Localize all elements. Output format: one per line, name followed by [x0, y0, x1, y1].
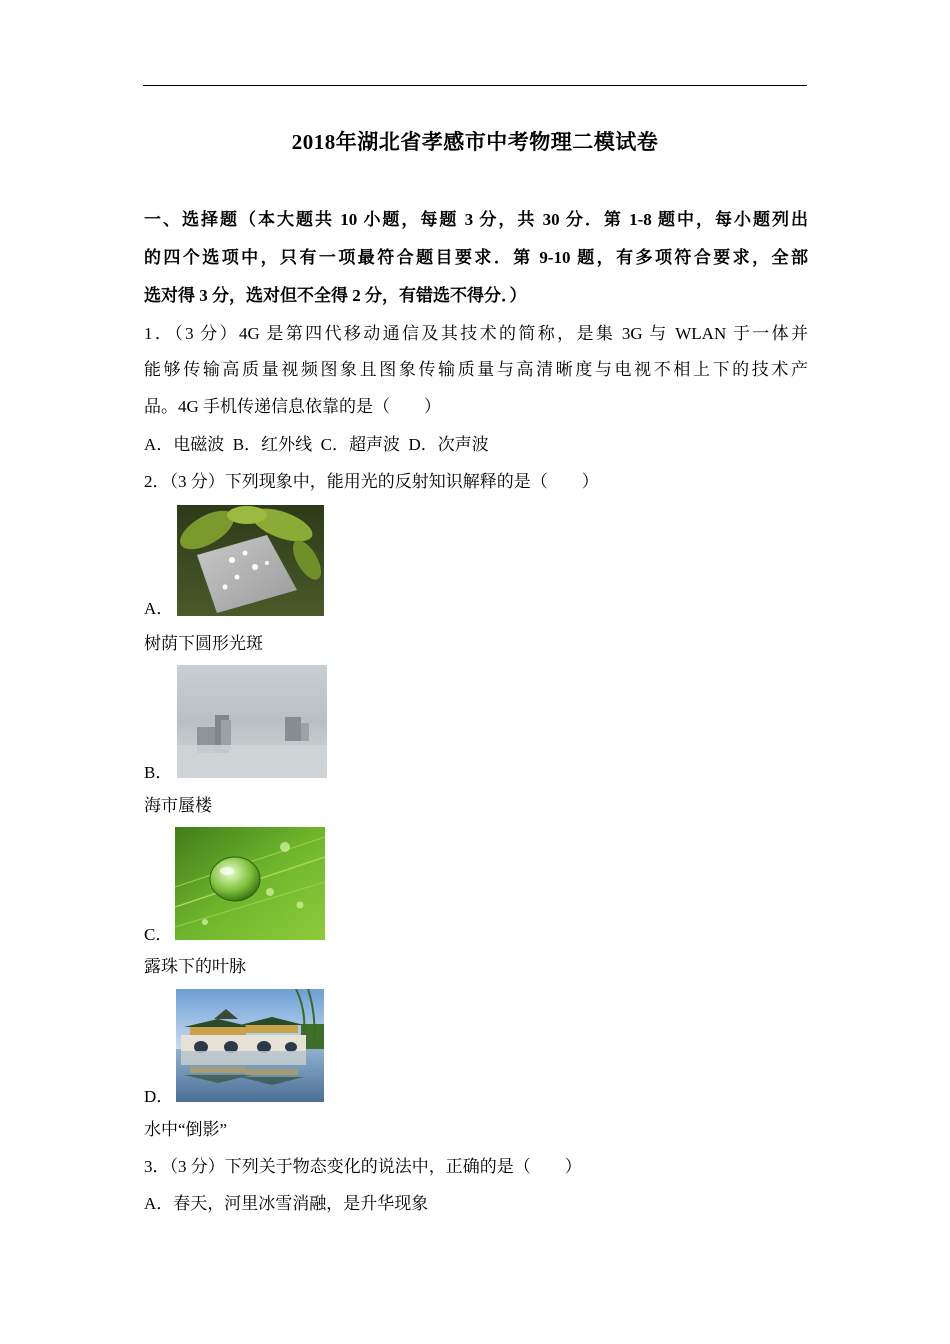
option-a-caption: 树荫下圆形光斑	[144, 634, 263, 653]
option-a-letter: A．	[144, 599, 174, 618]
question-1-line-1: 1．（3 分）4G 是第四代移动通信及其技术的简称，是集 3G 与 WLAN 于一体并	[144, 324, 808, 343]
option-a-image	[177, 505, 324, 616]
page-title: 2018年湖北省孝感市中考物理二模试卷	[291, 130, 659, 154]
option-d-caption: 水中“倒影”	[144, 1120, 228, 1139]
option-b-caption: 海市蜃楼	[144, 796, 212, 815]
question-1-options: A．电磁波 B．红外线 C．超声波 D．次声波	[144, 435, 489, 454]
question-3-line-1: 3．（3 分）下列关于物态变化的说法中，正确的是（ ）	[144, 1157, 582, 1176]
option-b-image	[177, 665, 327, 778]
section-header-line-2: 的四个选项中，只有一项最符合题目要求．第 9-10 题，有多项符合要求，全部	[144, 248, 808, 267]
section-header-line-1: 一、选择题（本大题共 10 小题，每题 3 分，共 30 分．第 1-8 题中，每小题列出	[144, 210, 808, 229]
option-c-letter: C．	[144, 925, 173, 944]
question-2-line-1: 2．（3 分）下列现象中，能用光的反射知识解释的是（ ）	[144, 472, 599, 491]
question-1-line-3: 品。4G 手机传递信息依靠的是（ ）	[144, 397, 442, 416]
section-header-line-3: 选对得 3 分，选对但不全得 2 分，有错选不得分．）	[144, 286, 527, 305]
header-rule	[143, 85, 807, 86]
option-c-caption: 露珠下的叶脉	[144, 957, 246, 976]
question-3-option-a: A．春天，河里冰雪消融，是升华现象	[144, 1194, 429, 1213]
option-d-image	[176, 989, 324, 1102]
option-b-letter: B．	[144, 763, 173, 782]
question-1-line-2: 能够传输高质量视频图象且图象传输质量与高清晰度与电视不相上下的技术产	[144, 360, 808, 379]
option-d-letter: D．	[144, 1087, 174, 1106]
option-c-image	[175, 827, 325, 940]
